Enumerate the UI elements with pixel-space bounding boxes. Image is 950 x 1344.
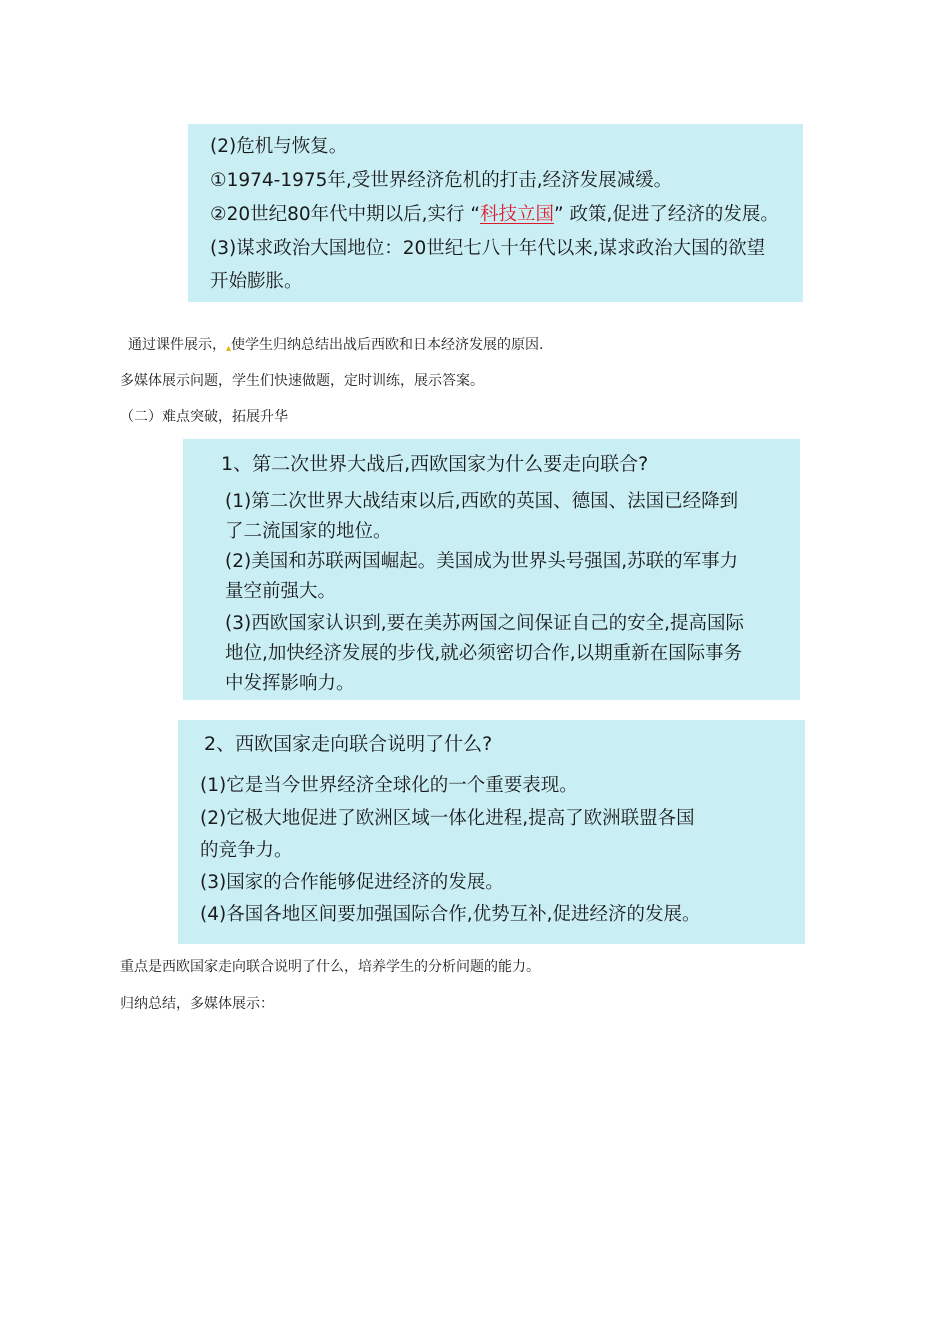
box3-title: 2、西欧国家走向联合说明了什么? xyxy=(204,733,493,755)
box3-line: (3)国家的合作能够促进经济的发展。 xyxy=(200,872,504,893)
box2-line: 中发挥影响力。 xyxy=(225,673,355,694)
box1-line3-suffix: ” 政策,促进了经济的发展。 xyxy=(554,204,779,225)
slide-box-why-unite xyxy=(183,439,800,700)
slide-box-crisis-recovery xyxy=(188,124,803,302)
tick-mark-icon: ▴ xyxy=(226,343,232,354)
note1-suffix: 使学生归纳总结出战后西欧和日本经济发展的原因. xyxy=(231,337,544,353)
box2-line: 量空前强大。 xyxy=(225,581,337,602)
box1-line3 xyxy=(210,204,779,226)
box2-line: 了二流国家的地位。 xyxy=(225,521,392,542)
note-summary: 归纳总结，多媒体展示： xyxy=(120,996,274,1012)
note-multimedia: 多媒体展示问题，学生们快速做题，定时训练，展示答案。 xyxy=(120,373,484,389)
box2-line: (1)第二次世界大战结束以后,西欧的英国、德国、法国已经降到 xyxy=(225,491,739,512)
note-key-point: 重点是西欧国家走向联合说明了什么，培养学生的分析问题的能力。 xyxy=(120,959,540,975)
box1-line1: (2)危机与恢复。 xyxy=(210,136,348,157)
box1-line3-prefix: ②20世纪80年代中期以后,实行 “ xyxy=(210,204,481,225)
box1-line2: ①1974-1975年,受世界经济危机的打击,经济发展减缓。 xyxy=(210,170,673,191)
box3-line: 的竞争力。 xyxy=(200,840,293,861)
box3-line: (4)各国各地区间要加强国际合作,优势互补,促进经济的发展。 xyxy=(200,904,701,925)
box3-line: (2)它极大地促进了欧洲区域一体化进程,提高了欧洲联盟各国 xyxy=(200,808,695,829)
box1-line5: 开始膨胀。 xyxy=(210,271,303,292)
section-heading: （二）难点突破，拓展升华 xyxy=(120,409,288,425)
highlighted-term: 科技立国 xyxy=(480,204,555,225)
box2-line: 地位,加快经济发展的步伐,就必须密切合作,以期重新在国际事务 xyxy=(225,643,743,664)
box3-line: (1)它是当今世界经济全球化的一个重要表现。 xyxy=(200,775,578,796)
box2-title: 1、第二次世界大战后,西欧国家为什么要走向联合? xyxy=(221,453,649,475)
slide-box-what-it-shows xyxy=(178,720,805,944)
box1-line4: (3)谋求政治大国地位：20世纪七八十年代以来,谋求政治大国的欲望 xyxy=(210,238,766,259)
note-courseware xyxy=(128,336,543,358)
box2-line: (2)美国和苏联两国崛起。美国成为世界头号强国,苏联的军事力 xyxy=(225,551,739,572)
box2-line: (3)西欧国家认识到,要在美苏两国之间保证自己的安全,提高国际 xyxy=(225,613,744,634)
note1-prefix: 通过课件展示， xyxy=(128,337,226,353)
